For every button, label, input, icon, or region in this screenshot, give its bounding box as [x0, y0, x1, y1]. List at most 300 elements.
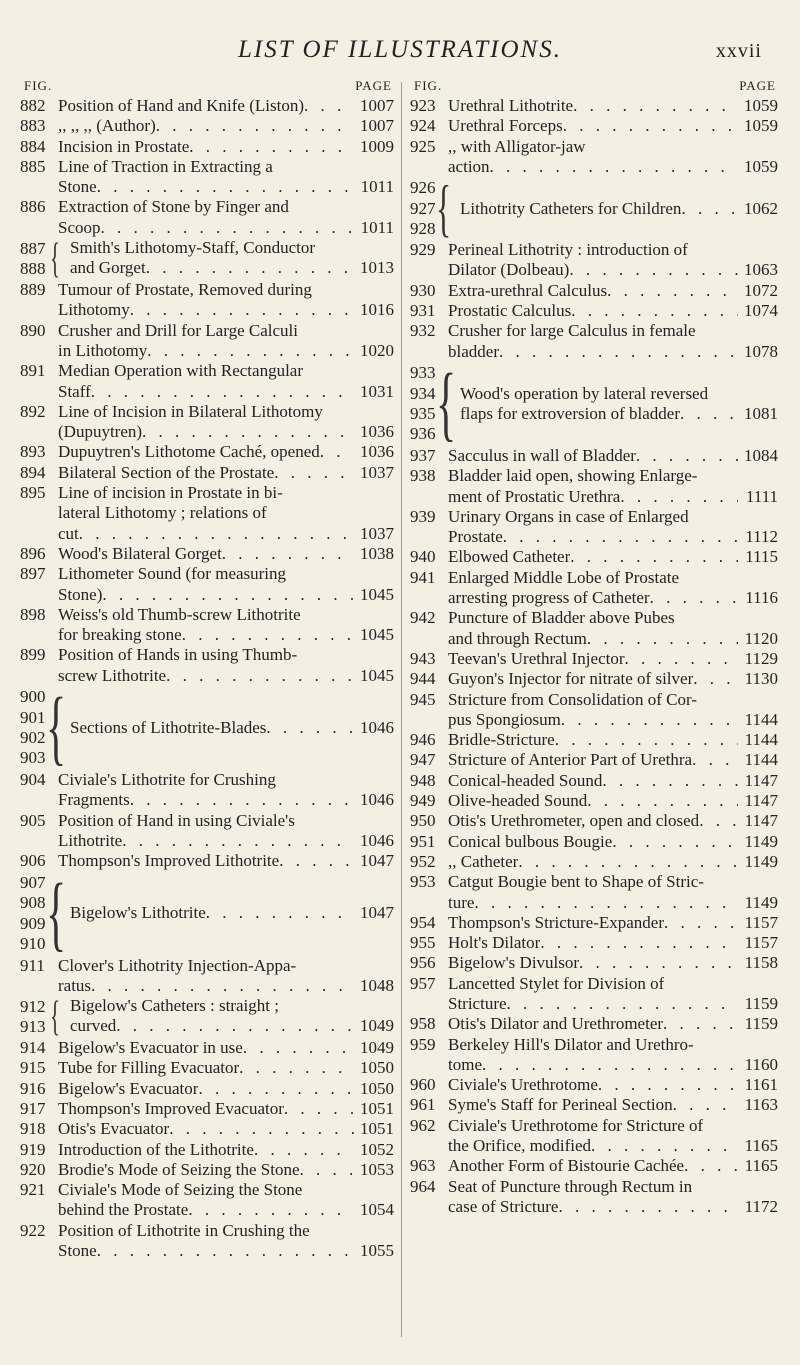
caption-text: Civiale's Urethrotome for Stricture of — [448, 1115, 704, 1135]
figure-number: 959 — [410, 1034, 436, 1054]
page-ref: 1172 — [744, 1196, 778, 1216]
list-item — [410, 507, 778, 548]
page-ref: 1046 — [360, 790, 394, 810]
leader-dots — [482, 1055, 738, 1075]
entry-line — [448, 157, 778, 177]
page-ref: 1144 — [744, 709, 778, 729]
entry-line — [448, 872, 778, 892]
entry-line — [448, 1197, 778, 1217]
entry-line — [448, 1156, 778, 1176]
figure-number: 925 — [410, 136, 436, 156]
entry-text — [58, 197, 394, 238]
leader-dots — [490, 157, 738, 177]
leader-dots — [625, 649, 738, 669]
figure-numbers — [20, 239, 50, 280]
entry-text — [448, 466, 778, 507]
entry-line — [448, 649, 778, 669]
entry-line — [448, 974, 778, 994]
list-item — [410, 1075, 778, 1095]
page-ref: 1120 — [744, 628, 778, 648]
leader-dots — [142, 422, 354, 442]
caption-text: Position of Lithotrite in Crushing the — [58, 1220, 310, 1240]
entry-text — [448, 649, 778, 669]
entry-line — [58, 524, 394, 544]
entry-line — [448, 527, 778, 547]
entry-line — [460, 404, 778, 424]
page-ref: 1052 — [360, 1139, 394, 1159]
leader-dots — [300, 1160, 354, 1180]
entry-text — [58, 116, 394, 136]
figure-number: 952 — [410, 851, 436, 871]
list-item — [20, 564, 394, 605]
figure-number: 954 — [410, 912, 436, 932]
figure-number: 942 — [410, 608, 436, 628]
entry-line — [448, 321, 778, 341]
entry-text — [448, 933, 778, 953]
caption-text: Sections of Lithotrite-Blades — [70, 717, 267, 737]
leader-dots — [189, 137, 354, 157]
leader-dots — [147, 341, 354, 361]
caption-text: ture — [448, 892, 475, 912]
caption-text: Clover's Lithotrity Injection-Appa- — [58, 955, 297, 975]
entry-line — [448, 994, 778, 1014]
figure-number-group — [20, 681, 70, 775]
leader-dots — [636, 446, 738, 466]
figure-number: 951 — [410, 831, 436, 851]
caption-text: ratus — [58, 975, 92, 995]
caption-text: (Dupuytren) — [58, 422, 143, 442]
page-ref: 1147 — [744, 791, 778, 811]
entry-line — [448, 629, 778, 649]
caption-text: in Lithotomy — [58, 340, 148, 360]
caption-text: Brodie's Mode of Seizing the Stone — [58, 1159, 300, 1179]
caption-text: lateral Lithotomy ; relations of — [58, 503, 267, 523]
figure-number: 945 — [410, 689, 436, 709]
entry-text — [448, 301, 778, 321]
caption-text: ,, Catheter — [448, 851, 519, 871]
figure-number: 948 — [410, 770, 436, 790]
leader-dots — [166, 666, 354, 686]
caption-text: screw Lithotrite — [58, 665, 167, 685]
figure-number: 888 — [20, 259, 46, 279]
leader-dots — [122, 831, 354, 851]
right-column — [410, 78, 778, 1338]
list-item — [410, 116, 778, 136]
leader-dots — [561, 710, 738, 730]
entry-line — [70, 1016, 394, 1036]
list-item — [20, 770, 394, 811]
figure-number: 923 — [410, 96, 436, 115]
page-ref: 1055 — [360, 1241, 394, 1261]
entry-line — [58, 585, 394, 605]
entry-line — [58, 1221, 394, 1241]
page-ref: 1007 — [360, 96, 394, 115]
leader-dots — [182, 625, 354, 645]
figure-number: 904 — [20, 770, 46, 790]
figure-number: 892 — [20, 401, 46, 421]
list-item — [20, 1140, 394, 1160]
list-item — [410, 953, 778, 973]
figure-number: 901 — [20, 707, 46, 727]
entry-line — [448, 852, 778, 872]
list-item — [20, 116, 394, 136]
leader-dots — [239, 1058, 354, 1078]
list-item — [410, 913, 778, 933]
figure-number: 953 — [410, 872, 436, 892]
list-item — [20, 866, 394, 960]
caption-text: Fragments — [58, 790, 130, 810]
entry-text — [58, 463, 394, 483]
page-ref: 1160 — [744, 1054, 778, 1074]
page-ref: 1112 — [745, 527, 778, 547]
figure-number: 960 — [410, 1075, 436, 1095]
list-item — [410, 466, 778, 507]
leader-dots — [612, 832, 738, 852]
page-ref: 1149 — [744, 831, 778, 851]
column-header — [410, 78, 778, 96]
caption-text: Bigelow's Lithotrite — [70, 903, 206, 923]
entry-line — [448, 608, 778, 628]
page-ref: 1163 — [744, 1095, 778, 1115]
entry-text — [460, 384, 778, 425]
page-ref: 1144 — [744, 750, 778, 770]
caption-text: Perineal Lithotrity : introduction of — [448, 240, 688, 260]
leader-dots — [279, 851, 354, 871]
leader-dots — [97, 1241, 354, 1261]
page-ref: 1045 — [360, 584, 394, 604]
entry-line — [70, 903, 394, 923]
entry-text — [58, 321, 394, 362]
caption-text: Sacculus in wall of Bladder — [448, 445, 636, 465]
page-ref: 1074 — [744, 301, 778, 321]
page-ref: 1049 — [360, 1016, 394, 1036]
list-item — [20, 402, 394, 443]
page-ref: 1045 — [360, 625, 394, 645]
leader-dots — [499, 342, 738, 362]
entry-text — [58, 1119, 394, 1139]
page-ref: 1062 — [744, 198, 778, 218]
leader-dots — [699, 811, 738, 831]
caption-text: Teevan's Urethral Injector — [448, 648, 625, 668]
list-item — [20, 1099, 394, 1119]
list-item — [20, 1160, 394, 1180]
figure-number-group — [20, 866, 70, 960]
entry-line — [58, 851, 394, 871]
entry-line — [58, 218, 394, 238]
page-ref: 1016 — [360, 300, 394, 320]
entry-line — [448, 588, 778, 608]
entry-line — [448, 1075, 778, 1095]
page-ref: 1159 — [744, 993, 778, 1013]
list-item — [410, 173, 778, 244]
entry-text — [58, 483, 394, 544]
figure-number: 918 — [20, 1119, 46, 1139]
entry-text — [448, 281, 778, 301]
entry-line — [448, 96, 778, 116]
caption-text: case of Stricture — [448, 1196, 559, 1216]
page-ref: 1072 — [744, 280, 778, 300]
entry-text — [58, 1221, 394, 1262]
entry-line — [58, 361, 394, 381]
entry-text — [58, 645, 394, 686]
figure-numbers — [410, 363, 436, 444]
entry-text — [70, 996, 394, 1038]
list-item — [410, 669, 778, 689]
leader-dots — [650, 588, 738, 608]
figure-number: 933 — [410, 363, 436, 383]
figure-number: 899 — [20, 645, 46, 665]
entry-text — [448, 116, 778, 136]
entry-line — [70, 238, 394, 258]
entry-line — [58, 1099, 394, 1119]
figure-number: 926 — [410, 178, 436, 198]
leader-dots — [570, 547, 738, 567]
entry-line — [448, 568, 778, 588]
entry-line — [448, 547, 778, 567]
page-ref: 1157 — [744, 933, 778, 953]
caption-text: Position of Hand in using Civiale's — [58, 810, 295, 830]
entry-text — [448, 690, 778, 731]
entry-text — [448, 1116, 778, 1157]
list-item — [410, 1035, 778, 1076]
leader-dots — [571, 301, 738, 321]
leader-dots — [91, 976, 354, 996]
caption-text: Otis's Dilator and Urethrometer — [448, 1014, 664, 1034]
entry-line — [58, 157, 394, 177]
figure-numbers — [410, 178, 436, 239]
caption-text: Puncture of Bladder above Pubes — [448, 608, 675, 628]
page-ref: 1051 — [360, 1119, 394, 1139]
entry-line — [58, 402, 394, 422]
figure-number: 897 — [20, 564, 46, 584]
page-ref: 1013 — [360, 258, 394, 278]
figure-number: 927 — [410, 198, 436, 218]
page-ref: 1037 — [360, 523, 394, 543]
page-ref: 1111 — [745, 486, 778, 506]
list-item — [410, 974, 778, 1015]
figure-number: 941 — [410, 567, 436, 587]
leader-dots — [156, 116, 354, 136]
figure-number: 916 — [20, 1078, 46, 1098]
entry-text — [58, 1180, 394, 1221]
figure-number: 883 — [20, 116, 46, 136]
leader-dots — [254, 1140, 354, 1160]
entry-line — [448, 1136, 778, 1156]
entry-text — [448, 872, 778, 913]
figure-number: 914 — [20, 1038, 46, 1058]
leader-dots — [598, 1075, 738, 1095]
entry-line — [58, 831, 394, 851]
entry-line — [448, 342, 778, 362]
figure-number: 902 — [20, 728, 46, 748]
entry-line — [58, 382, 394, 402]
list-item — [410, 568, 778, 609]
figure-number: 956 — [410, 953, 436, 973]
page-ref: 1038 — [360, 543, 394, 563]
figure-number-group — [20, 994, 70, 1041]
figure-number: 922 — [20, 1220, 46, 1240]
left-column — [20, 78, 394, 1338]
entry-line — [58, 137, 394, 157]
figure-number: 932 — [410, 321, 436, 341]
entry-text — [448, 547, 778, 567]
caption-text: Staff — [58, 381, 91, 401]
figure-number: 917 — [20, 1098, 46, 1118]
caption-text: Dupuytren's Lithotome Caché, opened — [58, 442, 320, 462]
entry-text — [58, 442, 394, 462]
figure-number: 957 — [410, 973, 436, 993]
page-ref: 1045 — [360, 665, 394, 685]
figure-number: 961 — [410, 1095, 436, 1115]
caption-text: Lithotrite — [58, 830, 123, 850]
entry-text — [448, 1035, 778, 1076]
caption-text: bladder — [448, 341, 499, 361]
page-ref: 1129 — [744, 648, 778, 668]
column-header — [20, 78, 394, 96]
figure-number: 915 — [20, 1058, 46, 1078]
entry-text — [58, 544, 394, 564]
figure-number: 896 — [20, 543, 46, 563]
list-item — [410, 240, 778, 281]
page-ref: 1009 — [360, 136, 394, 156]
list-item — [410, 791, 778, 811]
page-ref: 1051 — [360, 1098, 394, 1118]
column-divider — [401, 82, 402, 1337]
page-header — [0, 36, 800, 66]
entry-line — [58, 1200, 394, 1220]
caption-text: Stricture from Consolidation of Cor- — [448, 689, 697, 709]
entry-text — [448, 568, 778, 609]
caption-text: Guyon's Injector for nitrate of silver — [448, 669, 694, 689]
caption-text: tome — [448, 1054, 482, 1074]
figure-number: 919 — [20, 1139, 46, 1159]
caption-text: Dilator (Dolbeau) — [448, 260, 570, 280]
entry-line — [448, 953, 778, 973]
figure-number: 893 — [20, 442, 46, 462]
entry-line — [58, 1058, 394, 1078]
leader-dots — [198, 1079, 354, 1099]
list-item — [20, 137, 394, 157]
page-ref: 1115 — [745, 547, 778, 567]
entry-text — [460, 199, 778, 219]
fig-label: FIG. — [24, 78, 53, 93]
entry-text — [448, 832, 778, 852]
entry-line — [460, 384, 778, 404]
entry-line — [58, 811, 394, 831]
entry-text — [58, 1079, 394, 1099]
list-item — [410, 872, 778, 913]
list-item — [20, 361, 394, 402]
entry-line — [58, 321, 394, 341]
leader-dots — [681, 199, 738, 219]
list-item — [20, 1180, 394, 1221]
brace-icon: { — [49, 236, 60, 283]
figure-number: 887 — [20, 238, 46, 258]
page-label: PAGE — [355, 78, 392, 93]
leader-dots — [663, 1014, 738, 1034]
list-item — [20, 442, 394, 462]
figure-number: 889 — [20, 280, 46, 300]
list-item — [20, 321, 394, 362]
caption-text: Position of Hand and Knife (Liston) — [58, 96, 304, 115]
list-item — [410, 96, 778, 116]
list-item — [20, 197, 394, 238]
entry-text — [448, 1177, 778, 1218]
caption-text: Crusher for large Calculus in female — [448, 321, 696, 341]
entry-text — [58, 1038, 394, 1058]
entry-text — [448, 137, 778, 178]
leader-dots — [693, 669, 738, 689]
entry-line — [460, 199, 778, 219]
leader-dots — [304, 96, 354, 116]
figure-number: 900 — [20, 687, 46, 707]
entry-line — [448, 260, 778, 280]
caption-text: Tube for Filling Evacuator — [58, 1058, 240, 1078]
entry-line — [58, 177, 394, 197]
figure-number: 934 — [410, 383, 436, 403]
caption-text: Lancetted Stylet for Division of — [448, 973, 665, 993]
figure-number: 920 — [20, 1159, 46, 1179]
entry-text — [70, 718, 394, 738]
figure-number: 884 — [20, 136, 46, 156]
leader-dots — [563, 116, 738, 136]
entry-line — [448, 281, 778, 301]
entry-line — [58, 1160, 394, 1180]
leader-dots — [540, 933, 738, 953]
leader-dots — [518, 852, 738, 872]
entry-line — [448, 1035, 778, 1055]
caption-text: Bigelow's Evacuator in use — [58, 1038, 243, 1058]
caption-text: Otis's Evacuator — [58, 1119, 170, 1139]
list-item — [410, 933, 778, 953]
entry-line — [58, 645, 394, 665]
figure-number: 903 — [20, 748, 46, 768]
page-ref: 1053 — [360, 1159, 394, 1179]
entry-line — [58, 666, 394, 686]
leader-dots — [692, 750, 738, 770]
page-ref: 1149 — [744, 892, 778, 912]
caption-text: Another Form of Bistourie Cachée — [448, 1156, 685, 1176]
figure-number: 964 — [410, 1176, 436, 1196]
page-ref: 1165 — [744, 1156, 778, 1176]
figure-number: 936 — [410, 424, 436, 444]
list-item — [410, 1116, 778, 1157]
entry-line — [58, 300, 394, 320]
entry-text — [70, 238, 394, 280]
page-ref: 1130 — [744, 669, 778, 689]
caption-text: Extra-urethral Calculus — [448, 280, 608, 300]
caption-text: Thompson's Stricture-Expander — [448, 912, 664, 932]
caption-text: Incision in Prostate — [58, 136, 190, 156]
list-item — [20, 956, 394, 997]
caption-text: Civiale's Mode of Seizing the Stone — [58, 1180, 303, 1200]
figure-number-group — [410, 356, 460, 450]
entry-line — [448, 669, 778, 689]
page-ref: 1147 — [744, 770, 778, 790]
leader-dots — [206, 903, 354, 923]
caption-text: Bilateral Section of the Prostate — [58, 462, 275, 482]
entry-line — [448, 116, 778, 136]
list-item — [410, 281, 778, 301]
page-ref: 1037 — [360, 462, 394, 482]
page-ref: 1047 — [360, 903, 394, 923]
entry-line — [448, 913, 778, 933]
entry-line — [70, 718, 394, 738]
entry-line — [448, 710, 778, 730]
brace-icon: { — [435, 356, 456, 450]
caption-text: Prostatic Calculus — [448, 301, 572, 321]
figure-number: 909 — [20, 913, 46, 933]
